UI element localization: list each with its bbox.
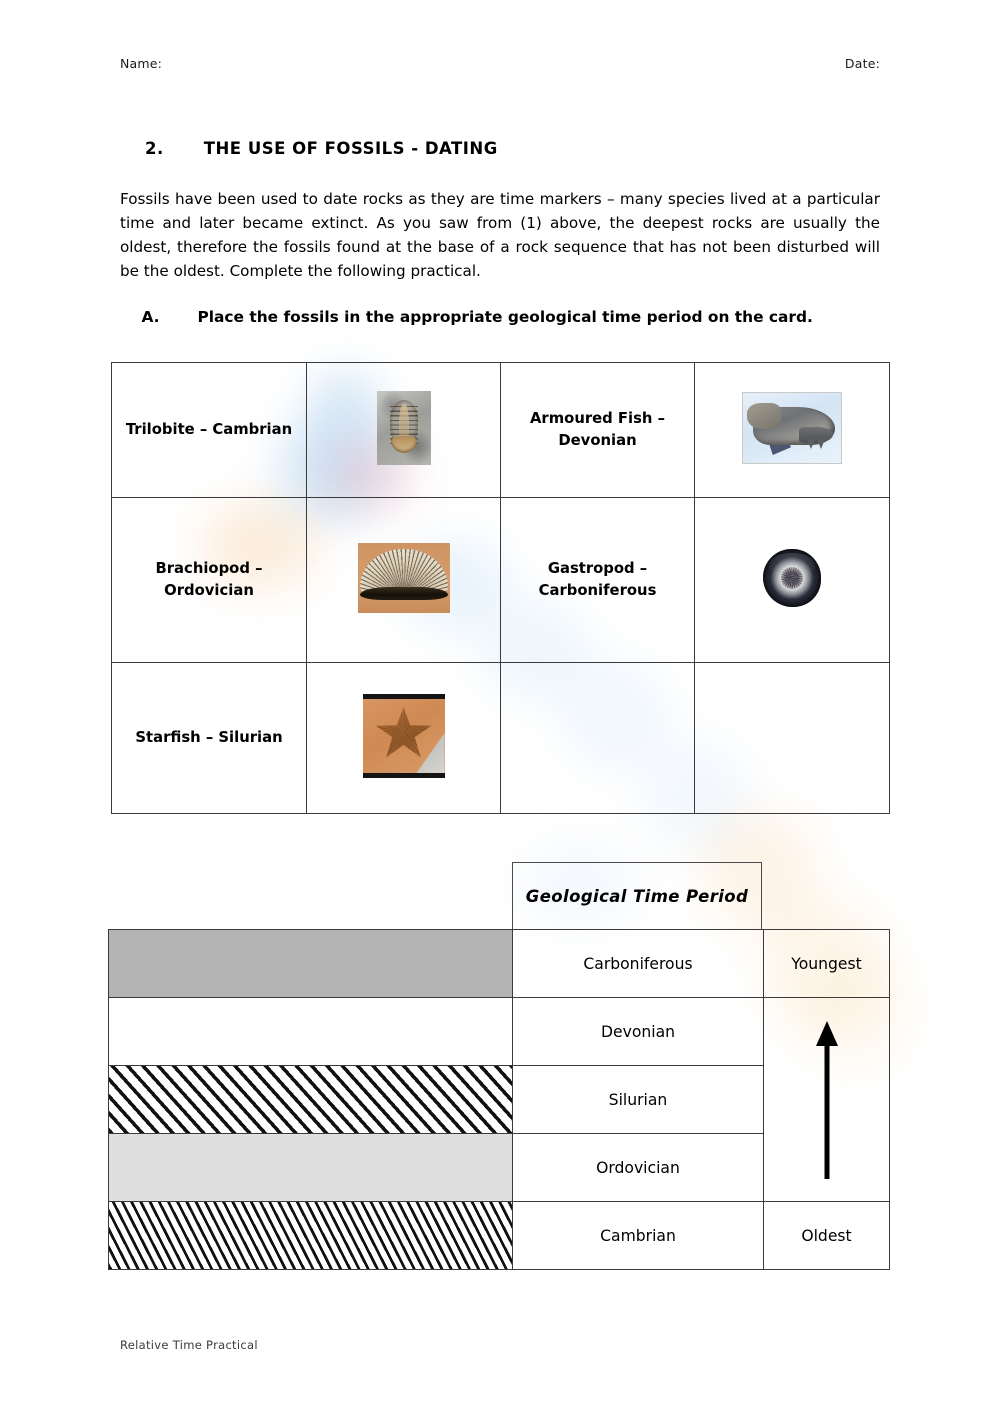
age-direction-arrow-cell — [764, 998, 890, 1202]
date-label: Date: — [844, 56, 880, 71]
rock-layer-devonian — [109, 998, 513, 1066]
period-label-devonian: Devonian — [513, 998, 764, 1066]
rock-layer-carboniferous — [109, 930, 513, 998]
fossil-label-empty-1 — [501, 663, 695, 814]
fossil-label-armoured-fish: Armoured Fish – Devonian — [501, 363, 695, 498]
fossil-card-table — [111, 362, 890, 814]
rock-layer-cambrian — [109, 1202, 513, 1270]
fossil-image-cell-armoured-fish — [695, 363, 890, 498]
fossil-label-brachiopod: Brachiopod – Ordovician — [112, 498, 307, 663]
rock-pattern-solid-gray — [109, 930, 512, 997]
table-row — [112, 498, 890, 663]
intro-paragraph: Fossils have been used to date rocks as they are time markers – many species lived at a particular time and later became extinct. As you saw from (1) above, the deepest rocks are usually the oldest, therefore the fossils found at the base of a rock sequence that has not been disturbed will be the oldest. Complete the following practical. — [120, 190, 880, 281]
task-a-text: Place the fossils in the appropriate geological time period on the card. — [197, 308, 813, 326]
period-label-cambrian: Cambrian — [513, 1202, 764, 1270]
fossil-label-trilobite: Trilobite – Cambrian — [112, 363, 307, 498]
fossil-image-cell-trilobite — [307, 363, 501, 498]
fossil-label-starfish: Starfish – Silurian — [112, 663, 307, 814]
trilobite-fossil-image — [377, 391, 431, 465]
rock-pattern-hatch-wide — [109, 1066, 512, 1133]
rock-pattern-light-gray — [109, 1134, 512, 1201]
section-title: THE USE OF FOSSILS - DATING — [203, 139, 498, 158]
table-row-cambrian — [109, 1202, 890, 1270]
gastropod-fossil-image — [761, 548, 823, 608]
fossil-image-cell-gastropod — [695, 498, 890, 663]
fossil-image-cell-brachiopod — [307, 498, 501, 663]
up-arrow-icon — [816, 1021, 838, 1179]
starfish-fossil-image — [363, 694, 445, 778]
table-row-carboniferous — [109, 930, 890, 998]
section-number: 2. — [144, 139, 164, 158]
geological-time-period-header: Geological Time Period — [512, 862, 762, 930]
table-row-devonian — [109, 998, 890, 1066]
period-label-silurian: Silurian — [513, 1066, 764, 1134]
page-title — [120, 120, 498, 177]
period-label-ordovician: Ordovician — [513, 1134, 764, 1202]
rock-pattern-blank — [109, 998, 512, 1065]
rock-layer-ordovician — [109, 1134, 513, 1202]
fossil-label-gastropod: Gastropod – Carboniferous — [501, 498, 695, 663]
age-label-oldest: Oldest — [764, 1202, 890, 1270]
brachiopod-fossil-image — [358, 543, 450, 613]
period-label-carboniferous: Carboniferous — [513, 930, 764, 998]
task-a-letter: A. — [141, 308, 160, 326]
age-label-youngest: Youngest — [764, 930, 890, 998]
document-header — [120, 56, 880, 71]
rock-layer-silurian — [109, 1066, 513, 1134]
rock-pattern-hatch-dense — [109, 1202, 512, 1269]
table-row — [112, 363, 890, 498]
fossil-image-cell-starfish — [307, 663, 501, 814]
geological-time-period-table — [108, 929, 890, 1270]
armoured-fish-fossil-image — [742, 392, 842, 464]
table-row — [112, 663, 890, 814]
task-a-instruction — [120, 290, 900, 344]
document-footer: Relative Time Practical — [120, 1338, 258, 1352]
fossil-image-cell-empty-1 — [695, 663, 890, 814]
name-label: Name: — [120, 56, 163, 71]
